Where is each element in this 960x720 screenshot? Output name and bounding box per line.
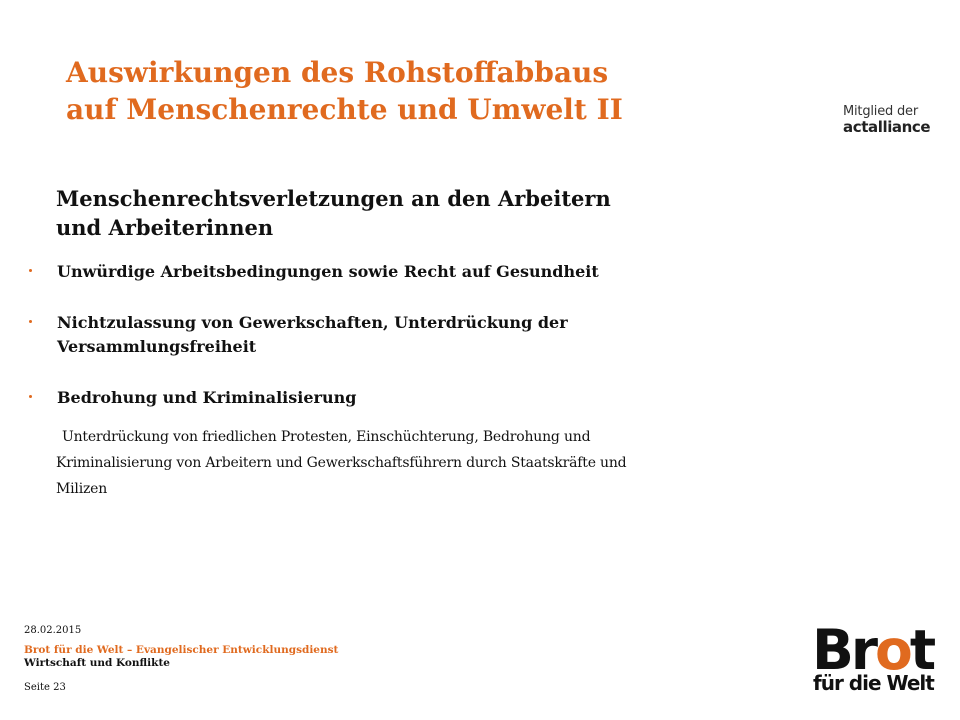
section-heading-line-2: und Arbeiterinnen [56,215,274,240]
bullet-text: Bedrohung und Kriminalisierung [57,388,357,407]
brot-logo-tagline: für die Welt [813,671,934,695]
bullet-detail-text [56,424,776,502]
actalliance-logo-caption: Mitglied der [843,104,918,119]
bullet-marker [29,320,32,323]
bullet-text: Unwürdige Arbeitsbedingungen sowie Recht auf Gesundheit [57,262,599,281]
footer-organization: Brot für die Welt – Evangelischer Entwicklungsdienst [24,644,339,656]
bullet-marker [29,269,32,272]
slide-title [66,54,766,128]
brot-logo-wordmark [812,618,934,682]
brot-logo-letter-end: t [909,618,934,682]
section-heading [56,184,756,242]
bullet-list [24,260,754,410]
footer-page-number: Seite 23 [24,682,66,693]
bullet-item [24,311,754,359]
detail-line-1: Unterdrückung von friedlichen Protesten, Einschüchterung, Bedrohung und [62,429,591,445]
section-heading-line-1: Menschenrechtsverletzungen an den Arbeitern [56,186,611,211]
footer-department: Wirtschaft und Konflikte [24,657,170,669]
slide-footer [24,624,444,695]
bullet-text-line-2: Versammlungsfreiheit [57,337,257,356]
title-line-1: Auswirkungen des Rohstoffabbaus [66,56,609,89]
footer-date: 28.02.2015 [24,625,82,636]
actalliance-logo-wordmark: actalliance [843,118,931,136]
brot-fuer-die-welt-logo [812,618,938,696]
bullet-item [24,260,754,284]
actalliance-logo [843,104,943,135]
brot-logo-letters-start: Br [812,618,876,682]
detail-line-2: Kriminalisierung von Arbeitern und Gewerkschaftsführern durch Staatskräfte und [56,455,627,471]
title-line-2: auf Menschenrechte und Umwelt II [66,93,623,126]
detail-line-3: Milizen [56,481,108,497]
bullet-text-line-1: Nichtzulassung von Gewerkschaften, Unterdrückung der [57,313,568,332]
bullet-marker [29,395,32,398]
brot-logo-letter-o: o [875,618,910,682]
bullet-item [24,386,754,410]
bullet-text [57,311,754,359]
